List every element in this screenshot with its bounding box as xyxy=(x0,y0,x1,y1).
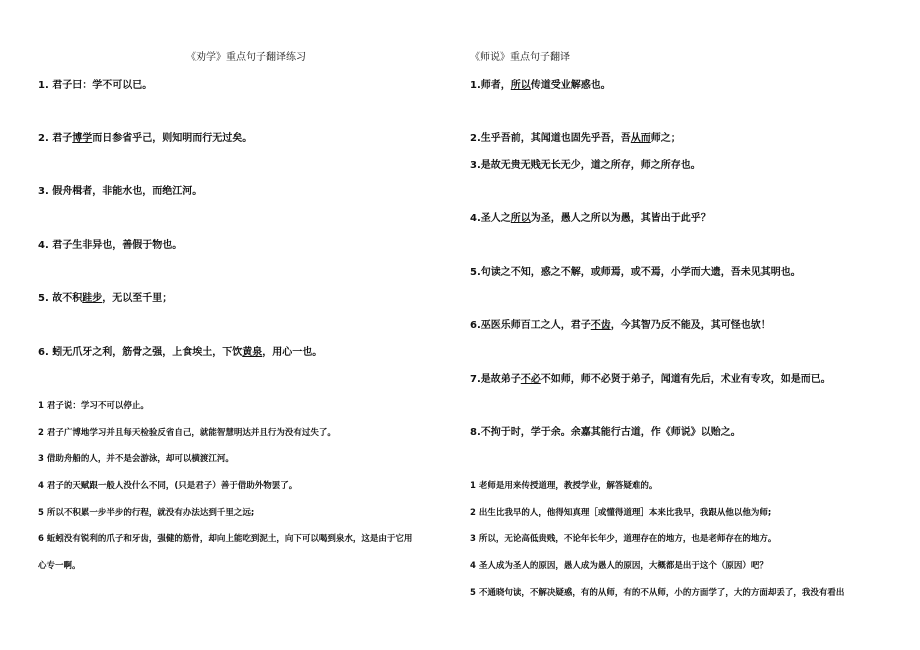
underlined-term: 不必 xyxy=(520,374,541,385)
right-sentence-1: 1.师者，所以传道受业解惑也。 xyxy=(470,80,611,91)
left-translation-5: 5 所以不积累一步半步的行程，就没有办法达到千里之远; xyxy=(38,508,255,518)
underlined-term: 博学 xyxy=(72,133,93,144)
underlined-term: 从而 xyxy=(630,133,651,144)
underlined-term: 黄泉 xyxy=(242,347,263,358)
left-translation-3: 3 借助舟船的人，并不是会游泳，却可以横渡江河。 xyxy=(38,454,234,464)
right-sentence-7: 7.是故弟子不必不如师，师不必贤于弟子，闻道有先后，术业有专攻，如是而已。 xyxy=(470,374,831,385)
right-sentence-4: 4.圣人之所以为圣，愚人之所以为愚，其皆出于此乎？ xyxy=(470,213,711,224)
left-translation-6-cont: 心专一啊。 xyxy=(38,561,81,571)
left-sentence-3: 3. 假舟楫者，非能水也，而绝江河。 xyxy=(38,186,203,197)
underlined-term: 所以 xyxy=(510,213,531,224)
underlined-term: 所以 xyxy=(510,80,531,91)
right-translation-5: 5 不通晓句读，不解决疑惑，有的从师，有的不从师，小的方面学了，大的方面却丢了，我没有看出 xyxy=(470,588,845,598)
left-sentence-1: 1. 君子曰：学不可以已。 xyxy=(38,80,153,91)
right-translation-2: 2 出生比我早的人，他得知真理［或懂得道理］本来比我早，我跟从他以他为师; xyxy=(470,508,772,518)
left-title: 《劝学》重点句子翻译练习 xyxy=(186,52,306,63)
left-sentence-4: 4. 君子生非异也，善假于物也。 xyxy=(38,240,183,251)
left-translation-6: 6 蚯蚓没有锐利的爪子和牙齿，强健的筋骨，却向上能吃到泥土，向下可以喝到泉水，这是由于它用 xyxy=(38,534,413,544)
underlined-term: 不齿 xyxy=(590,320,611,331)
left-sentence-6: 6. 蚓无爪牙之利，筋骨之强，上食埃土，下饮黄泉，用心一也。 xyxy=(38,347,323,358)
left-sentence-2: 2. 君子博学而日参省乎己，则知明而行无过矣。 xyxy=(38,133,253,144)
left-translation-1: 1 君子说：学习不可以停止。 xyxy=(38,401,149,411)
right-translation-3: 3 所以，无论高低贵贱，不论年长年少，道理存在的地方，也是老师存在的地方。 xyxy=(470,534,777,544)
right-sentence-8: 8.不拘于时，学于余。余嘉其能行古道，作《师说》以贻之。 xyxy=(470,427,741,438)
left-translation-4: 4 君子的天赋跟一般人没什么不同，(只是君子）善于借助外物罢了。 xyxy=(38,481,298,491)
left-translation-2: 2 君子广博地学习并且每天检验反省自己，就能智慧明达并且行为没有过失了。 xyxy=(38,428,336,438)
right-translation-4: 4 圣人成为圣人的原因，愚人成为愚人的原因，大概都是出于这个（原因）吧？ xyxy=(470,561,768,571)
right-title: 《师说》重点句子翻译 xyxy=(470,52,570,63)
right-sentence-3: 3.是故无贵无贱无长无少，道之所存，师之所存也。 xyxy=(470,160,701,171)
left-sentence-5: 5. 故不积跬步，无以至千里； xyxy=(38,293,173,304)
right-sentence-2: 2.生乎吾前，其闻道也固先乎吾，吾从而师之； xyxy=(470,133,681,144)
right-sentence-5: 5.句读之不知，惑之不解，或师焉，或不焉，小学而大遗，吾未见其明也。 xyxy=(470,267,801,278)
right-translation-1: 1 老师是用来传授道理，教授学业，解答疑难的。 xyxy=(470,481,658,491)
underlined-term: 跬步 xyxy=(82,293,103,304)
right-sentence-6: 6.巫医乐师百工之人，君子不齿，今其智乃反不能及，其可怪也欤！ xyxy=(470,320,771,331)
